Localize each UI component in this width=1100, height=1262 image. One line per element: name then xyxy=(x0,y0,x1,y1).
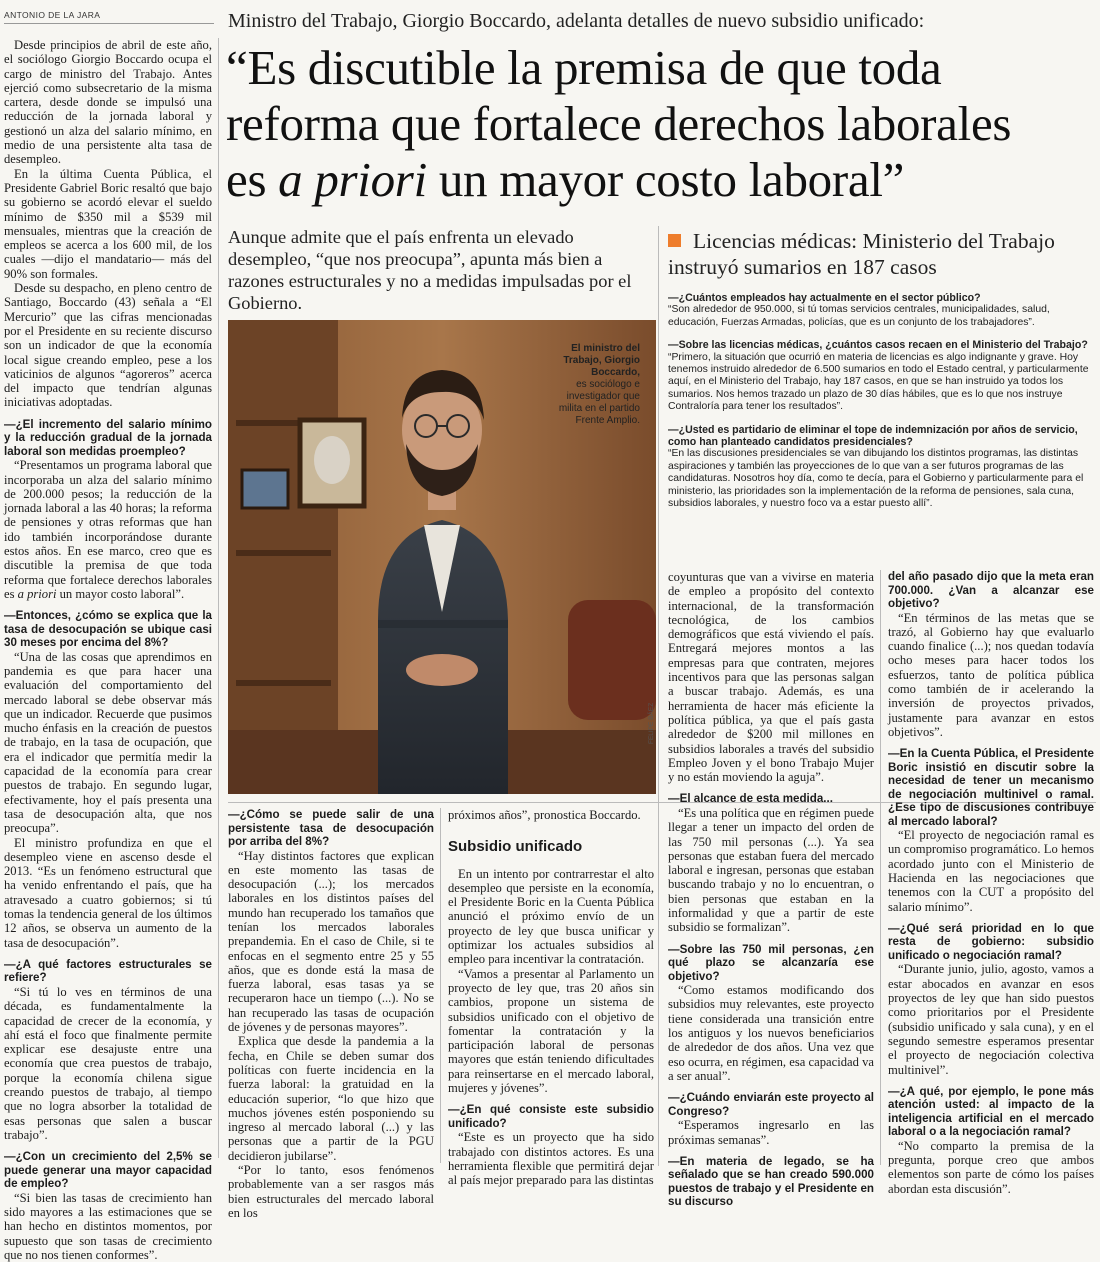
paragraph: En un intento por contrarrestar el alto desempleo que persiste en la economía, el Presidente Boric en la Cuenta Pública anunció el próximo envío de un proyecto de ley que busca unificar y optimizar los actuales subsidios al empleo para incentivar la contratación. xyxy=(448,866,654,967)
headline-line-2: reforma que fortalece derechos laborales xyxy=(226,96,1012,151)
column-3 xyxy=(448,808,654,1188)
sidebar-box xyxy=(668,292,1093,511)
answer-text: un mayor costo laboral”. xyxy=(56,586,185,601)
sidebar-title-text: Licencias médicas: Ministerio del Trabajo instruyó sumarios en 187 casos xyxy=(668,229,1055,279)
kicker: Ministro del Trabajo, Giorgio Boccardo, adelanta detalles de nuevo subsidio unificado: xyxy=(228,10,925,32)
answer: “Este es un proyecto que ha sido trabajado con distintos actores. Es una herramienta flexible que permitirá dejar al país mejor preparado para las distintas xyxy=(448,1130,654,1188)
column-2 xyxy=(228,808,434,1220)
headline-italic: a priori xyxy=(278,152,427,207)
question: —En la Cuenta Pública, el Presidente Boric insistió en discutir sobre la necesidad de tener un mecanismo de negociación multinivel o ramal. ¿Ese tipo de discusiones contribuye al mercado laboral? xyxy=(888,747,1094,828)
headline xyxy=(226,40,1096,208)
column-divider xyxy=(440,808,441,1163)
question: —El alcance de esta medida... xyxy=(668,792,833,806)
answer: “Hay distintos factores que explican en este momento las tasas de desocupación (...); los mercados laborales en los distintos países del mundo han recuperado los tamaños que tenían los mercados laborales prepandemia. En el caso de Chile, si te enfocas en el segmento entre 25 y 55 años, que es donde está la masa de fuerza laboral, esas tasas ya se recuperaron hace un tiempo (...). No se han recuperado las tasas de ocupación de jóvenes y de personas mayores”. xyxy=(228,848,434,1035)
headline-line-3-pre: es xyxy=(226,152,279,207)
sidebar-question: —¿Cuántos empleados hay actualmente en el sector público? xyxy=(668,292,981,304)
column-5 xyxy=(888,570,1094,1196)
sidebar-question: —¿Usted es partidario de eliminar el tope de indemnización por años de servicio, como han planteado candidatos presidenciales? xyxy=(668,423,1078,449)
paragraph: Desde su despacho, en pleno centro de Santiago, Boccardo (43) señala a “El Mercurio” que las cifras mencionadas por el Presidente en su reciente discurso son un indicador de que la economía local sigue creando empleo, pese a los vaticinios de algunos “agoreros” acerca del impacto que tendrían algunas iniciativas adoptadas. xyxy=(4,281,212,410)
paragraph: En la última Cuenta Pública, el Presidente Gabriel Boric resaltó que bajo su gobierno se acordó elevar el sueldo mínimo de $350 mil a $539 mil mensuales, mientras que la creación de empleos se acerca a los 600 mil, de los cuales —dijo el mandatario— más del 90% son formales. xyxy=(4,166,212,281)
intro-paragraph: Desde principios de abril de este año, el sociólogo Giorgio Boccardo ocupa el cargo de ministro del Trabajo. Antes ejerció como subsecretario de la misma cartera, desde donde se impulsó una reducción de la jornada laboral y gestionó un alza del salario mínimo, en medio de una persistente alta tasa de desempleo. xyxy=(4,38,212,167)
answer: “No comparto la premisa de la pregunta, porque creo que ambos elementos son parte de cómo los países abordan esta discusión”. xyxy=(888,1138,1094,1196)
deck: Aunque admite que el país enfrenta un elevado desempleo, “que nos preocupa”, apunta más bien a razones estructurales y no a medidas impulsadas por el Gobierno. xyxy=(228,227,632,313)
column-1 xyxy=(4,38,212,1262)
caption-bold: El ministro del Trabajo, Giorgio Boccardo, xyxy=(563,343,640,378)
question: —En materia de legado, se ha señalado que se han creado 590.000 puestos de trabajo y el Presidente en su discurso xyxy=(668,1154,874,1209)
question: —Sobre las 750 mil personas, ¿en qué plazo se alcanzaría ese objetivo? xyxy=(668,942,874,983)
byline: ANTONIO DE LA JARA xyxy=(4,10,214,24)
question: —¿El incremento del salario mínimo y la reducción gradual de la jornada laboral son medidas proempleo? xyxy=(4,417,212,458)
question: —Entonces, ¿cómo se explica que la tasa de desocupación se ubique casi 30 meses por encima del 8%? xyxy=(4,609,212,650)
column-4 xyxy=(668,570,874,1209)
question: —¿Cómo se puede salir de una persistente tasa de desocupación por arriba del 8%? xyxy=(228,808,434,848)
answer: “Si bien las tasas de crecimiento han sido mayores a las estimaciones que se han hecho en distintos momentos, por supuesto que son tasas de crecimiento que no nos tienen conformes”. xyxy=(4,1190,212,1262)
sidebar-answer: “Primero, la situación que ocurrió en materia de licencias es algo indignante y grave. Hoy tenemos instruido alrededor de 6.500 sumarios en todo el Estado central, y particularmente aquí, en el Ministerio del Trabajo, hay 187 casos, en que se han instruido ya todos los sumarios. Nos hemos trazado un plazo de 30 días hábiles, que es lo que nos instruye Contraloría para tener los resultados”. xyxy=(668,351,1089,413)
answer: “Una de las cosas que aprendimos en pandemia es que para hacer una evaluación del comportamiento del mercado laboral se debe observar más que un indicador. Recuerde que pusimos mucho énfasis en la creación de puestos de trabajo, en la tasa de ocupación, que era el indicador que permitía medir la capacidad de la economía para crear puestos de trabajo. En segundo lugar, efectivamente, hoy el país presenta una tasa de desocupación alta, que nos preocupa”. xyxy=(4,649,212,836)
question: —¿A qué, por ejemplo, le pone más atención usted: al impacto de la inteligencia artificial en el mercado laboral o a la negociación ramal? xyxy=(888,1084,1094,1139)
square-bullet-icon xyxy=(668,234,681,247)
answer: “Esperamos ingresarlo en las próximas semanas”. xyxy=(668,1118,874,1147)
question: —¿Con un crecimiento del 2,5% se puede generar una mayor capacidad de empleo? xyxy=(4,1150,212,1191)
answer-text: “Presentamos un programa laboral que incorporaba un alza del salario mínimo de 200.000 pesos; la reducción de la jornada laboral a las 40 horas; la reforma de pensiones y otras reformas que han ido también incorporándose durante estos años. En ese marco, creo que es discutible la premisa de que toda reforma que fortalece derechos laborales es xyxy=(4,458,212,601)
answer: “El proyecto de negociación ramal es un compromiso programático. Lo hemos acordado junto con el Ministerio de Hacienda en las negociaciones que tenemos con la CUT a propósito del salario mínimo”. xyxy=(888,828,1094,914)
paragraph: El ministro profundiza en que el desempleo viene en ascenso desde el 2013. “Es un fenómeno estructural que ha venido enfrentando el país, que ha atravesado a cuatro gobiernos; si tú tomas la tendencia general de los últimos 12 años, se observa un aumento de la tasa de desocupación”. xyxy=(4,835,212,950)
caption-text: es sociólogo e investigador que milita en el partido Frente Amplio. xyxy=(558,379,640,426)
answer xyxy=(4,458,212,601)
sidebar-title xyxy=(668,228,1096,280)
question: —¿Qué será prioridad en lo que resta de gobierno: subsidio unificado o negociación ramal? xyxy=(888,921,1094,962)
sidebar-answer: “Son alrededor de 950.000, si tú tomas servicios centrales, municipalidades, salud, educación, Fuerzas Armadas, policías, que es un conjunto de los trabajadores”. xyxy=(668,304,1050,328)
question: —¿En qué consiste este subsidio unificado? xyxy=(448,1103,654,1130)
headline-line-1: “Es discutible la premisa de que toda xyxy=(226,40,942,95)
photo-credit: FELIPE BÁEZ xyxy=(648,702,655,744)
photo-caption xyxy=(548,343,640,427)
column-divider xyxy=(880,570,881,1165)
sidebar-answer: “En las discusiones presidenciales se van dibujando los distintos programas, las distintas aspiraciones y también las proyecciones de lo que van a ser futuros programas de las candidaturas. Nosotros hoy día, como te decía, para el Gobierno y particularmente para el ministerio, las prioridades son la implementación de la reforma de pensiones, sala cuna, subsidios laborales, y nuestro foco va a estar puesto allí”. xyxy=(668,448,1084,510)
answer: “Es una política que en régimen puede llegar a tener un impacto del orden de las 750 mil personas (...). Ya sea personas que estaban fuera del mercado laboral e ingresan, personas que estaban buscando trabajo y no lo encuentran, o bien personas que estaban en la informalidad y que a partir de este subsidio se formalizan”. xyxy=(668,805,874,935)
paragraph: Explica que desde la pandemia a la fecha, en Chile se deben sumar dos políticas con fuerte incidencia en la fuerza laboral: la gratuidad en la educación superior, “lo que hizo que muchos jóvenes estén posponiendo su ingreso al mercado laboral (...) y las personas que a partir de la PGU decidieron jubilarse”. xyxy=(228,1034,434,1163)
sidebar-question: —Sobre las licencias médicas, ¿cuántos casos recaen en el Ministerio del Trabajo? xyxy=(668,339,1088,352)
paragraph: coyunturas que van a vivirse en materia de empleo a propósito del contexto internacional, de la transformación tecnológica, de los cambios demográficos que está viviendo el país. Entregará mejores montos a las empresas para que contraten, mejores incentivos para que las personas salgan a buscar trabajo. Además, es una herramienta de hacer más eficiente la política pública, ya que el país gasta alrededor de $200 mil millones en subsidios laborales a través del subsidio Empleo Joven y el bono Trabajo Mujer y no están moviendo la aguja”. xyxy=(668,570,874,785)
headline-line-3 xyxy=(226,152,1096,208)
answer: “Si tú lo ves en términos de una década, es fundamentalmente la capacidad de crecer de la economía, y ahí está el foco que finalmente permite explicar ese desajuste entre una economía que crea puestos de trabajo, porque la economía chilena sigue creando puestos de trabajo, al tiempo que no logra absorber la totalidad de esas personas que salen a buscar trabajo”. xyxy=(4,984,212,1142)
answer: “En términos de las metas que se trazó, al Gobierno hay que evaluarlo cuando finalice (...); nos quedan todavía ocho meses para hacer todos los esfuerzos, tanto de política pública como también de ir acelerando la inversión de proyectos privados, justamente para avanzar en estos objetivos”. xyxy=(888,610,1094,739)
column-divider xyxy=(658,226,659,1166)
paragraph: “Por lo tanto, esos fenómenos probablemente van a ser rasgos más bien estructurales del mercado laboral en los xyxy=(228,1163,434,1220)
question: —¿Cuándo enviarán este proyecto al Congreso? xyxy=(668,1091,874,1118)
paragraph: próximos años”, pronostica Boccardo. xyxy=(448,808,641,822)
question: —¿A qué factores estructurales se refiere? xyxy=(4,957,212,985)
question: del año pasado dijo que la meta eran 700.000. ¿Van a alcanzar ese objetivo? xyxy=(888,570,1094,610)
subhead: Subsidio unificado xyxy=(448,838,583,856)
answer: “Durante junio, julio, agosto, vamos a estar abocados en avanzar en esos proyectos de ley que han sido puestos como prioritarios por el Presidente (subsidio unificado y sala cuna), y en el segundo semestre esperamos presentar el proyecto de negociación colectiva multinivel”. xyxy=(888,962,1094,1077)
answer: “Como estamos modificando dos subsidios muy relevantes, este proyecto tiene considerada una transición entre los antiguos y los nuevos beneficiarios de alrededor de dos años. Una vez que eso ocurra, en régimen, esa capacidad va a ser anual”. xyxy=(668,983,874,1083)
headline-line-3-post: un mayor costo laboral” xyxy=(426,152,905,207)
answer-italic: a priori xyxy=(17,586,57,601)
paragraph: “Vamos a presentar al Parlamento un proyecto de ley que, tras 20 años sin cambios, propone un sistema de subsidios unificado con el objetivo de fomentar la contratación y la participación laboral de personas mayores que están teniendo dificultades para reinsertarse en el mercado laboral, mujeres y jóvenes”. xyxy=(448,966,654,1096)
column-divider xyxy=(218,38,219,1158)
